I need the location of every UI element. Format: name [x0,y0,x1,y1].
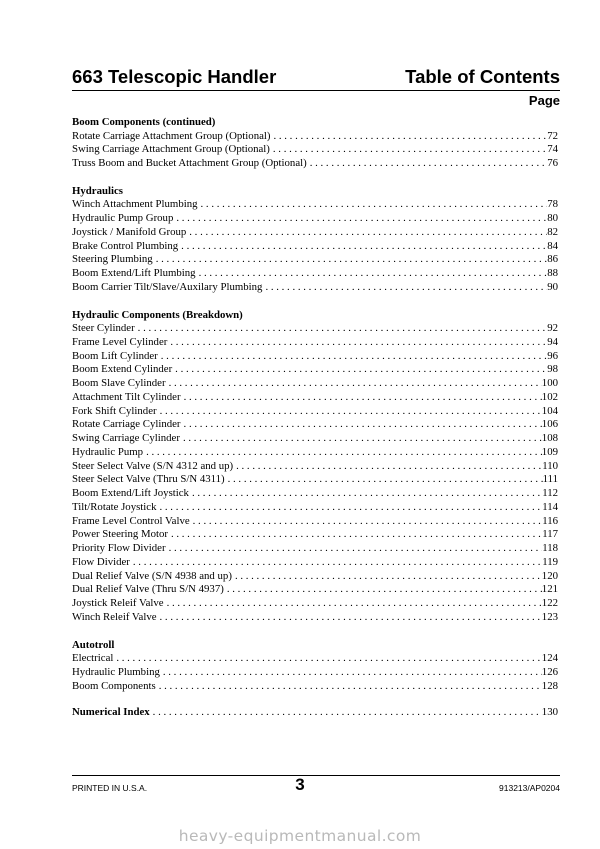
toc-entry[interactable] [72,253,558,267]
toc-entry-label: Rotate Carriage Attachment Group (Optional) [72,129,271,142]
toc-entry-page: 82 [547,225,558,238]
dot-leader [189,226,547,240]
dot-leader [170,336,547,350]
toc-entry-label: Steering Plumbing [72,253,153,266]
toc-entry-page: 78 [547,198,558,211]
dot-leader [273,143,547,157]
toc-entry-page: 88 [547,267,558,279]
toc-entry[interactable] [72,583,558,597]
toc-entry-page: 80 [547,212,558,224]
toc-entry-page: 86 [547,253,558,266]
toc-entry-page: 84 [547,239,558,252]
toc-entry-page: 74 [547,143,558,156]
dot-leader [228,473,543,487]
toc-entry-label: Boom Extend Cylinder [72,363,173,376]
toc-entry[interactable] [72,130,558,144]
toc-entry-page: 92 [547,322,558,334]
toc-entry-page: 120 [541,569,558,582]
toc-entry[interactable] [72,473,558,487]
dot-leader [199,267,548,281]
toc-entry[interactable] [72,143,558,157]
toc-entry-label: Power Steering Motor [72,528,168,541]
toc-entry[interactable] [72,570,558,584]
toc-entry-label: Brake Control Plumbing [72,239,179,252]
toc-entry[interactable] [72,432,558,446]
toc-entry[interactable] [72,391,558,405]
toc-section-heading: Autotroll [72,638,115,651]
toc-entry-page: 96 [547,349,558,362]
toc-entry[interactable] [72,487,558,501]
toc-entry[interactable] [72,377,558,391]
dot-leader [133,556,542,570]
toc-entry-label: Joystick / Manifold Group [72,225,187,238]
toc-section-numerical-index [72,706,558,720]
dot-leader [153,706,542,720]
dot-leader [161,350,547,364]
dot-leader [160,405,542,419]
toc-entry-page: 102 [541,390,558,403]
dot-leader [160,611,542,625]
dot-leader [184,418,542,432]
toc-entry-page: 108 [541,432,558,444]
dot-leader [192,487,542,501]
dot-leader [171,528,542,542]
toc-entry-label: Fork Shift Cylinder [72,404,157,417]
toc-entry-label: Tilt/Rotate Joystick [72,500,157,513]
toc-entry[interactable] [72,336,558,350]
dot-leader [156,253,548,267]
toc-entry-page: 130 [541,706,558,719]
toc-entry[interactable] [72,528,558,542]
manual-title: 663 Telescopic Handler [72,66,277,87]
toc-entry-label: Steer Select Valve (S/N 4312 and up) [72,459,234,472]
toc-entry-page: 100 [541,377,558,389]
toc-entry-page: 126 [541,665,558,678]
toc-section [72,638,558,694]
page-column-label: Page [528,93,560,108]
toc-entry[interactable] [72,418,558,432]
footer-page-number: 3 [295,775,305,794]
header-rule [72,90,560,91]
toc-entry-label: Truss Boom and Bucket Attachment Group (Optional) [72,157,307,169]
numerical-index-entry[interactable] [72,706,558,720]
toc-entry[interactable] [72,597,558,611]
toc-entry-page: 76 [547,157,558,169]
dot-leader [181,240,547,254]
dot-leader [235,570,542,584]
toc-entry[interactable] [72,240,558,254]
dot-leader [167,597,542,611]
toc-section [72,184,558,295]
toc-entry-page: 112 [542,487,558,499]
toc-entry-page: 116 [542,514,558,527]
toc-entry-page: 122 [541,597,558,609]
toc-entry-page: 110 [542,459,558,472]
toc-entry[interactable] [72,446,558,460]
dot-leader [184,391,542,405]
toc-entry[interactable] [72,267,558,281]
toc-entry-label: Dual Relief Valve (Thru S/N 4937) [72,583,224,596]
toc-entry-label: Boom Slave Cylinder [72,377,166,389]
dot-leader [183,432,542,446]
toc-entry[interactable] [72,460,558,474]
toc-entry-label: Boom Components [72,679,156,692]
dot-leader [193,515,543,529]
toc-entry-label: Rotate Carriage Cylinder [72,418,181,431]
toc-entry-label: Electrical [72,652,114,664]
toc-entry[interactable] [72,501,558,515]
toc-entry-page: 117 [542,528,558,541]
toc-entry-label: Joystick Releif Valve [72,597,164,609]
toc-entry-page: 98 [547,363,558,376]
toc-entry[interactable] [72,680,558,694]
footer-document-number: 913213/AP0204 [499,783,560,793]
toc-entry-label: Hydraulic Plumbing [72,665,160,678]
toc-section [72,115,558,171]
toc-entry-label: Hydraulic Pump Group [72,212,174,224]
toc-entry[interactable] [72,322,558,336]
toc-entry-page: 106 [541,418,558,431]
dot-leader [116,652,541,666]
toc-entry-label: Boom Extend/Lift Plumbing [72,267,196,279]
toc-entry-label: Frame Level Cylinder [72,335,168,348]
toc-entry-label: Swing Carriage Attachment Group (Optional) [72,143,270,156]
section-title: Table of Contents [405,66,560,87]
toc-entry[interactable] [72,515,558,529]
toc-entry[interactable] [72,198,558,212]
dot-leader [176,212,547,226]
toc-entry[interactable] [72,363,558,377]
toc-entry-label: Steer Select Valve (Thru S/N 4311) [72,473,225,486]
footer-printed-in: PRINTED IN U.S.A. [72,783,148,793]
toc-entry[interactable] [72,405,558,419]
toc-entry-label: Dual Relief Valve (S/N 4938 and up) [72,569,232,582]
toc-entry[interactable] [72,350,558,364]
toc-entry-label: Boom Lift Cylinder [72,349,158,362]
toc-entry-page: 114 [542,500,558,513]
toc-entry[interactable] [72,611,558,625]
table-of-contents [72,115,558,733]
toc-entry-label: Swing Carriage Cylinder [72,432,180,444]
toc-entry-label: Priority Flow Divider [72,542,166,554]
dot-leader [236,460,542,474]
dot-leader [201,198,548,212]
toc-entry[interactable] [72,666,558,680]
toc-entry-label: Boom Carrier Tilt/Slave/Auxilary Plumbing [72,280,263,293]
toc-section-heading: Hydraulic Components (Breakdown) [72,308,243,321]
toc-entry-label: Numerical Index [72,706,150,719]
page-header [72,66,560,92]
dot-leader [159,680,542,694]
dot-leader [310,157,547,171]
dot-leader [138,322,548,336]
dot-leader [175,363,547,377]
toc-entry-label: Flow Divider [72,555,130,568]
toc-entry-page: 109 [541,445,558,458]
toc-entry-page: 111 [542,473,558,486]
dot-leader [160,501,543,515]
dot-leader [265,281,547,295]
toc-entry-page: 94 [547,335,558,348]
toc-entry-page: 72 [547,129,558,142]
toc-entry-label: Hydraulic Pump [72,445,144,458]
toc-entry-page: 119 [542,555,558,568]
toc-entry-label: Winch Attachment Plumbing [72,198,198,211]
dot-leader [273,130,547,144]
toc-entry[interactable] [72,281,558,295]
toc-entry[interactable] [72,556,558,570]
toc-section-heading: Boom Components (continued) [72,116,216,128]
toc-entry-label: Attachment Tilt Cylinder [72,390,181,403]
toc-entry-label: Winch Releif Valve [72,610,157,623]
toc-entry-page: 104 [541,404,558,417]
dot-leader [169,542,543,556]
toc-entry-page: 118 [542,542,558,554]
toc-entry-label: Frame Level Control Valve [72,514,190,527]
toc-section-heading: Hydraulics [72,184,123,197]
toc-entry-label: Boom Extend/Lift Joystick [72,487,189,499]
dot-leader [146,446,542,460]
toc-entry-page: 123 [541,610,558,623]
dot-leader [163,666,542,680]
toc-entry-page: 124 [541,652,558,664]
toc-entry-page: 90 [547,280,558,293]
toc-entry[interactable] [72,226,558,240]
toc-entry[interactable] [72,652,558,666]
dot-leader [227,583,542,597]
toc-entry-label: Steer Cylinder [72,322,135,334]
toc-entry-page: 128 [541,679,558,692]
toc-section [72,308,558,625]
toc-entry-page: 121 [541,583,558,596]
toc-entry[interactable] [72,542,558,556]
watermark: heavy-equipmentmanual.com [178,827,422,845]
dot-leader [169,377,542,391]
toc-entry[interactable] [72,212,558,226]
toc-entry[interactable] [72,157,558,171]
